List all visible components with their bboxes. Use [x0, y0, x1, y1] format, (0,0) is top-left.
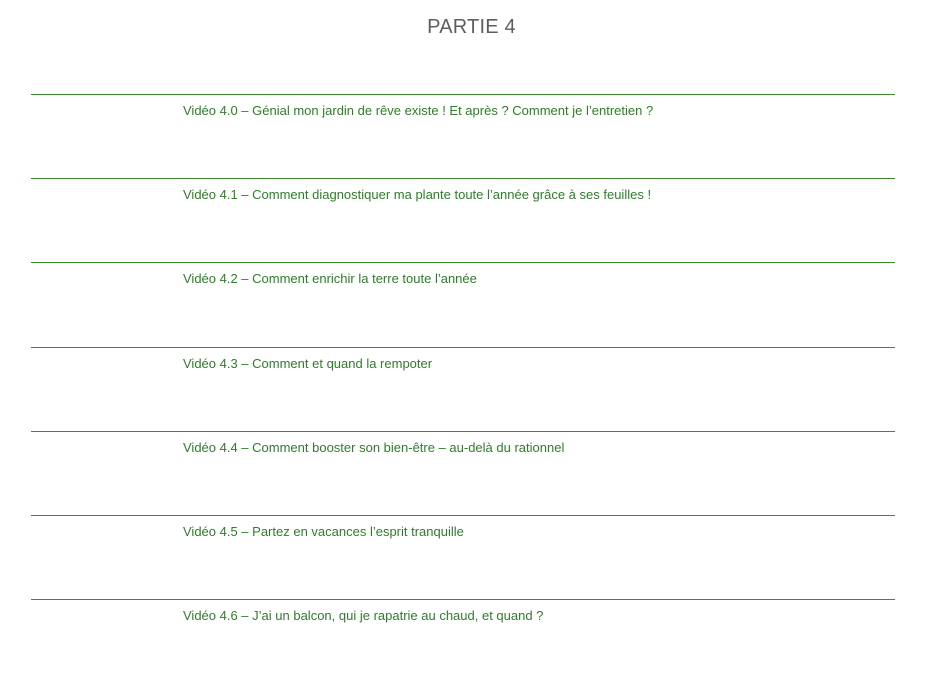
video-link-4-1[interactable]: Vidéo 4.1 – Comment diagnostiquer ma plante toute l’année grâce à ses feuilles !	[183, 187, 652, 203]
video-item-4-0	[31, 94, 895, 178]
video-list	[31, 94, 895, 683]
video-link-4-5[interactable]: Vidéo 4.5 – Partez en vacances l’esprit tranquille	[183, 523, 464, 539]
video-item-4-2	[31, 262, 895, 346]
video-link-4-4[interactable]: Vidéo 4.4 – Comment booster son bien-être – au-delà du rationnel	[183, 439, 565, 455]
video-link-4-6[interactable]: Vidéo 4.6 – J’ai un balcon, qui je rapatrie au chaud, et quand ?	[183, 608, 544, 624]
video-item-4-5	[31, 515, 895, 599]
video-link-4-3[interactable]: Vidéo 4.3 – Comment et quand la rempoter	[183, 355, 433, 371]
video-item-4-6	[31, 599, 895, 683]
video-link-4-0[interactable]: Vidéo 4.0 – Génial mon jardin de rêve existe ! Et après ? Comment je l’entretien ?	[183, 103, 654, 118]
video-item-4-4	[31, 431, 895, 515]
video-item-4-3	[31, 347, 895, 431]
section-title: PARTIE 4	[427, 16, 516, 38]
video-link-4-2[interactable]: Vidéo 4.2 – Comment enrichir la terre toute l’année	[183, 271, 477, 287]
video-item-4-1	[31, 178, 895, 262]
